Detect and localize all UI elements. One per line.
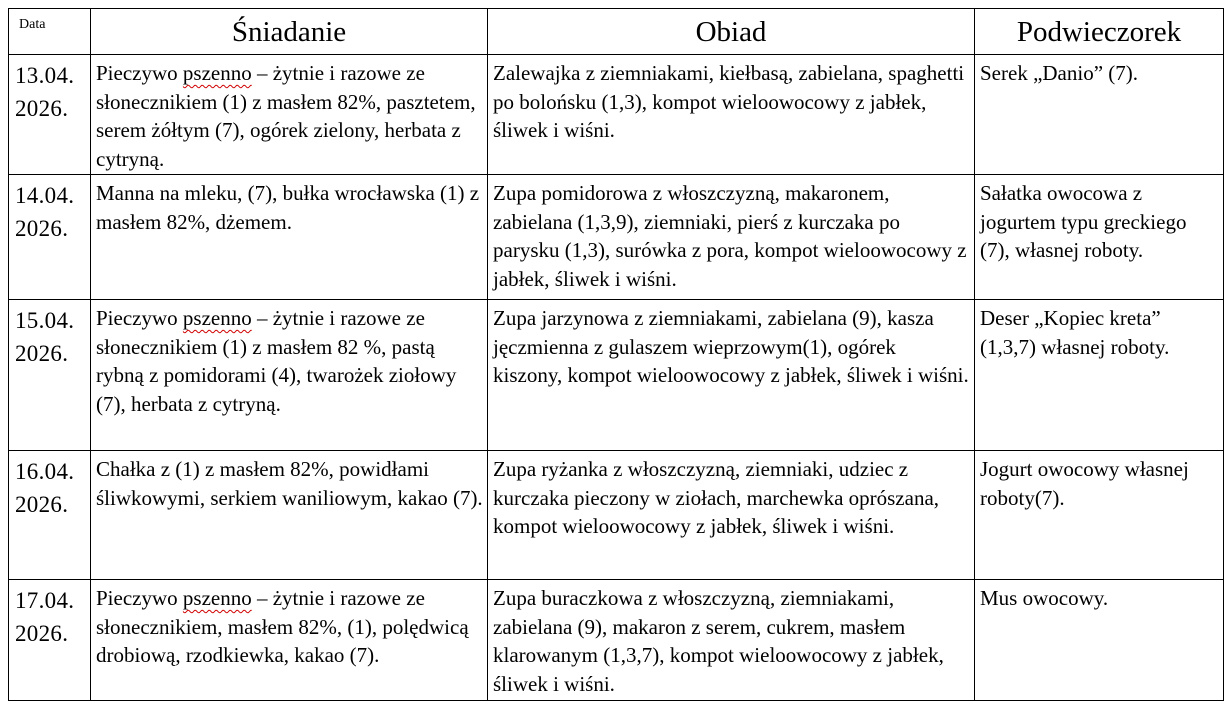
table-row xyxy=(9,300,1224,451)
breakfast-cell xyxy=(91,580,488,701)
lunch-cell: Zupa ryżanka z włoszczyzną, ziemniaki, udziec z kurczaka pieczony w ziołach, marchewka oprószana, kompot wieloowocowy z jabłek, śliwek i wiśni. xyxy=(488,451,975,580)
date-cell xyxy=(9,300,91,451)
date-line: 16.04. xyxy=(15,459,75,484)
date-cell xyxy=(9,451,91,580)
date-line: 2026. xyxy=(15,96,69,121)
snack-cell: Serek „Danio” (7). xyxy=(975,55,1224,175)
date-line: 13.04. xyxy=(15,63,75,88)
header-breakfast: Śniadanie xyxy=(91,9,488,55)
misspelled-word: pszenno xyxy=(182,586,252,610)
misspelled-word: pszenno xyxy=(182,61,252,85)
breakfast-text: – żytnie i razowe ze słonecznikiem (1) z masłem 82 %, pastą rybną z pomidorami (4), twarożek ziołowy (7), herbata z cytryną. xyxy=(96,306,457,416)
header-snack: Podwieczorek xyxy=(975,9,1224,55)
breakfast-cell: Manna na mleku, (7), bułka wrocławska (1) z masłem 82%, dżemem. xyxy=(91,175,488,300)
date-line: 17.04. xyxy=(15,588,75,613)
menu-table xyxy=(8,8,1224,701)
date-cell xyxy=(9,55,91,175)
table-row xyxy=(9,55,1224,175)
lunch-cell: Zupa buraczkowa z włoszczyzną, ziemniakami, zabielana (9), makaron z serem, cukrem, masłem klarowanym (1,3,7), kompot wieloowocowy z jabłek, śliwek i wiśni. xyxy=(488,580,975,701)
date-cell xyxy=(9,175,91,300)
date-line: 14.04. xyxy=(15,183,75,208)
snack-cell: Jogurt owocowy własnej roboty(7). xyxy=(975,451,1224,580)
date-line: 2026. xyxy=(15,341,69,366)
table-row xyxy=(9,580,1224,701)
breakfast-text: Pieczywo xyxy=(96,586,183,610)
date-line: 2026. xyxy=(15,621,69,646)
date-line: 15.04. xyxy=(15,308,75,333)
date-line: 2026. xyxy=(15,216,69,241)
lunch-cell: Zalewajka z ziemniakami, kiełbasą, zabielana, spaghetti po bolońsku (1,3), kompot wieloowocowy z jabłek, śliwek i wiśni. xyxy=(488,55,975,175)
header-row xyxy=(9,9,1224,55)
header-lunch: Obiad xyxy=(488,9,975,55)
date-line: 2026. xyxy=(15,492,69,517)
date-cell xyxy=(9,580,91,701)
snack-cell: Deser „Kopiec kreta” (1,3,7) własnej roboty. xyxy=(975,300,1224,451)
misspelled-word: pszenno xyxy=(182,306,252,330)
breakfast-cell xyxy=(91,300,488,451)
breakfast-text: Pieczywo xyxy=(96,306,183,330)
table-row xyxy=(9,451,1224,580)
lunch-cell: Zupa jarzynowa z ziemniakami, zabielana (9), kasza jęczmienna z gulaszem wieprzowym(1), ogórek kiszony, kompot wieloowocowy z jabłek, śliwek i wiśni. xyxy=(488,300,975,451)
lunch-cell: Zupa pomidorowa z włoszczyzną, makaronem, zabielana (1,3,9), ziemniaki, pierś z kurczaka po parysku (1,3), surówka z pora, kompot wieloowocowy z jabłek, śliwek i wiśni. xyxy=(488,175,975,300)
breakfast-text: Pieczywo xyxy=(96,61,183,85)
breakfast-text: – żytnie i razowe ze słonecznikiem, masłem 82%, (1), polędwicą drobiową, rzodkiewka, kakao (7). xyxy=(96,586,469,667)
breakfast-text: – żytnie i razowe ze słonecznikiem (1) z masłem 82%, pasztetem, serem żółtym (7), ogórek zielony, herbata z cytryną. xyxy=(96,61,476,171)
snack-cell: Mus owocowy. xyxy=(975,580,1224,701)
breakfast-cell: Chałka z (1) z masłem 82%, powidłami śliwkowymi, serkiem waniliowym, kakao (7). xyxy=(91,451,488,580)
header-date: Data xyxy=(9,9,91,55)
breakfast-cell xyxy=(91,55,488,175)
snack-cell: Sałatka owocowa z jogurtem typu greckiego (7), własnej roboty. xyxy=(975,175,1224,300)
table-row xyxy=(9,175,1224,300)
